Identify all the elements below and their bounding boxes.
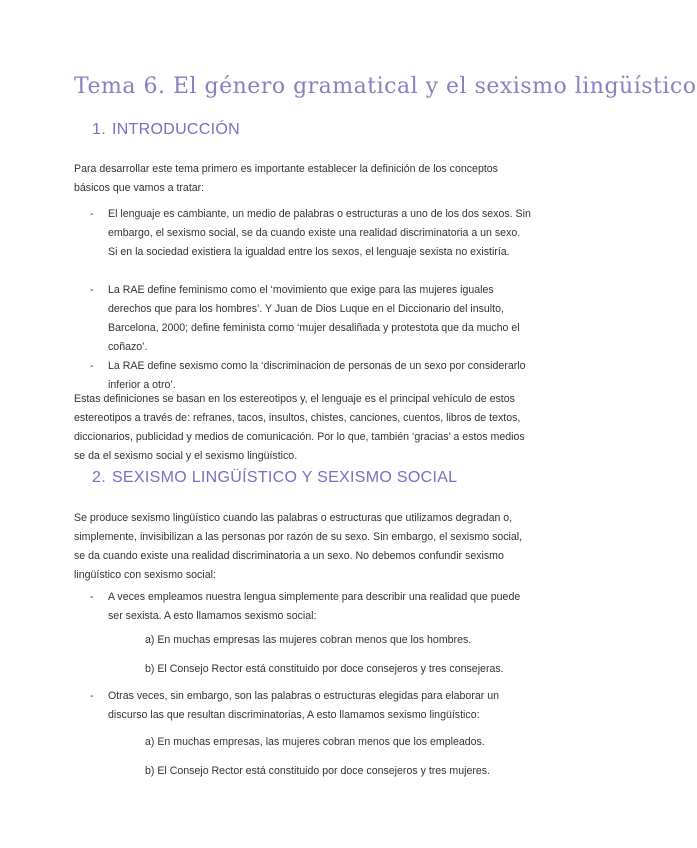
list-item-text: El lenguaje es cambiante, un medio de palabras o estructuras a uno de los dos sexos. Sin embargo, el sexismo social, se da cuando existe una realidad discriminatoria a un sexo. Si en la sociedad existiera la igualdad entre los sexos, el lenguaje sexista no existiría. — [108, 208, 531, 258]
list-item-text: A veces empleamos nuestra lengua simplemente para describir una realidad que puede ser sexista. A esto llamamos sexismo social: — [108, 591, 521, 622]
list-item — [92, 281, 532, 357]
bullet-dash: - — [90, 208, 94, 220]
example-item: b) El Consejo Rector está constituido por doce consejeros y tres mujeres. — [145, 765, 491, 777]
page-title: Tema 6. El género gramatical y el sexismo lingüístico — [74, 74, 697, 99]
bullet-dash: - — [90, 591, 94, 603]
bullet-dash: - — [90, 360, 94, 372]
bullet-dash: - — [90, 690, 94, 702]
example-item: a) En muchas empresas, las mujeres cobran menos que los empleados. — [145, 736, 485, 748]
section-heading-sexismo — [92, 469, 457, 487]
section-number: 1. — [92, 121, 106, 138]
section-title: SEXISMO LINGÜÍSTICO Y SEXISMO SOCIAL — [111, 469, 458, 486]
example-item: a) En muchas empresas las mujeres cobran menos que los hombres. — [145, 634, 472, 646]
list-item-text: La RAE define feminismo como el ‘movimiento que exige para las mujeres iguales derechos que para los hombres’. Y Juan de Dios Luque en el Diccionario del insulto, Barcelona, 2000; define feminista como ‘mujer desaliñada y protestota que da mucho el coñazo’. — [108, 284, 520, 353]
list-item-text: Otras veces, sin embargo, son las palabras o estructuras elegidas para elaborar un discurso las que resultan discriminatorias, A esto llamamos sexismo lingüístico: — [108, 690, 500, 721]
list-item — [92, 687, 532, 725]
intro-paragraph: Para desarrollar este tema primero es importante establecer la definición de los conceptos básicos que vamos a tratar: — [74, 163, 498, 194]
section-title: INTRODUCCIÓN — [111, 121, 240, 138]
list-item — [92, 588, 532, 626]
section-number: 2. — [92, 469, 106, 486]
example-item: b) El Consejo Rector está constituido por doce consejeros y tres consejeras. — [145, 663, 504, 675]
bullet-dash: - — [90, 284, 94, 296]
section-heading-introduccion — [92, 121, 240, 139]
list-item-text: La RAE define sexismo como la ‘discriminacion de personas de un sexo por considerarlo inferior a otro’. — [108, 360, 526, 391]
closing-paragraph: Estas definiciones se basan en los estereotipos y, el lenguaje es el principal vehículo de estos estereotipos a través de: refranes, tacos, insultos, chistes, canciones, cuentos, libros de textos, diccionarios, publicidad y medios de comunicación. Por lo que, también ‘gracias’ a estos medios se da el sexismo social y el sexismo lingüístico. — [74, 393, 525, 462]
section2-intro-paragraph: Se produce sexismo lingüístico cuando las palabras o estructuras que utilizamos degradan o, simplemente, invisibilizan a las personas por razón de su sexo. Sin embargo, el sexismo social, se da cuando existe una realidad discriminatoria a un sexo. No debemos confundir sexismo lingüístico con sexismo social: — [74, 512, 523, 581]
list-item — [92, 205, 532, 262]
